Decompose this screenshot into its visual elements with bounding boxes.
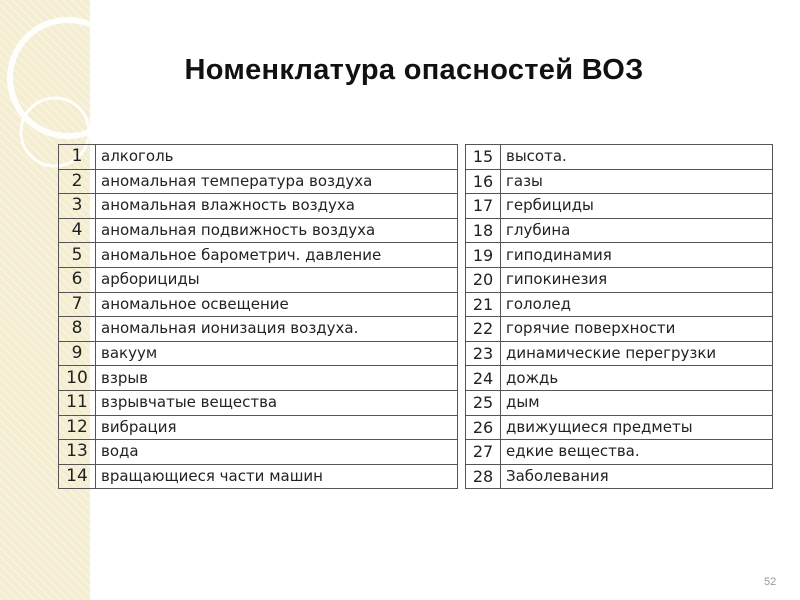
table-row [466,440,773,465]
table-row [466,218,773,243]
hazard-number: 27 [466,440,501,465]
hazard-name: газы [501,169,773,194]
table-row [59,169,458,194]
hazard-name: алкоголь [96,145,458,170]
hazard-name: глубина [501,218,773,243]
hazard-number: 25 [466,390,501,415]
hazard-name: Заболевания [501,464,773,489]
hazard-number: 10 [59,366,96,391]
hazard-number: 20 [466,267,501,292]
table-row [59,415,458,440]
table-row [59,390,458,415]
page-number: 52 [764,576,777,588]
hazard-number: 7 [59,292,96,317]
hazard-name: высота. [501,145,773,170]
table-row [59,218,458,243]
hazard-table-right-body [466,145,773,489]
table-row [59,440,458,465]
hazard-number: 26 [466,415,501,440]
table-row [466,243,773,268]
hazard-number: 21 [466,292,501,317]
hazard-name: движущиеся предметы [501,415,773,440]
hazard-number: 18 [466,218,501,243]
table-row [59,317,458,342]
hazard-table-left [58,144,458,489]
hazard-number: 6 [59,267,96,292]
slide-title: Номенклатура опасностей ВОЗ [184,54,644,86]
hazard-name: взрывчатые вещества [96,390,458,415]
table-row [59,464,458,489]
hazard-number: 13 [59,440,96,465]
hazard-number: 5 [59,243,96,268]
hazard-number: 16 [466,169,501,194]
hazard-name: вибрация [96,415,458,440]
table-row [59,194,458,219]
table-row [466,194,773,219]
hazard-name: аномальное освещение [96,292,458,317]
hazard-name: гиподинамия [501,243,773,268]
hazard-name: аномальная температура воздуха [96,169,458,194]
hazard-name: гололед [501,292,773,317]
table-row [466,390,773,415]
hazard-number: 11 [59,390,96,415]
hazard-name: аномальная влажность воздуха [96,194,458,219]
hazard-table-left-body [59,145,458,489]
hazard-name: аномальное барометрич. давление [96,243,458,268]
table-row [59,366,458,391]
hazard-table-right [465,144,773,489]
table-row [466,292,773,317]
table-row [466,415,773,440]
hazard-number: 28 [466,464,501,489]
table-row [466,169,773,194]
table-row [466,366,773,391]
table-row [466,317,773,342]
hazard-number: 23 [466,341,501,366]
hazard-number: 15 [466,145,501,170]
hazard-number: 22 [466,317,501,342]
hazard-number: 14 [59,464,96,489]
table-row [466,145,773,170]
hazard-number: 8 [59,317,96,342]
hazard-name: арборициды [96,267,458,292]
hazard-name: гербициды [501,194,773,219]
hazard-name: динамические перегрузки [501,341,773,366]
hazard-number: 1 [59,145,96,170]
hazard-number: 19 [466,243,501,268]
hazard-name: горячие поверхности [501,317,773,342]
hazard-number: 9 [59,341,96,366]
hazard-name: вращающиеся части машин [96,464,458,489]
hazard-name: вакуум [96,341,458,366]
hazard-name: вода [96,440,458,465]
table-row [59,243,458,268]
hazard-name: аномальная подвижность воздуха [96,218,458,243]
hazard-number: 24 [466,366,501,391]
hazard-number: 17 [466,194,501,219]
table-row [59,267,458,292]
hazard-number: 2 [59,169,96,194]
table-row [59,341,458,366]
hazard-name: дым [501,390,773,415]
hazard-number: 12 [59,415,96,440]
hazard-name: взрыв [96,366,458,391]
hazard-name: дождь [501,366,773,391]
hazard-name: едкие вещества. [501,440,773,465]
table-row [466,341,773,366]
table-row [466,267,773,292]
hazard-name: аномальная ионизация воздуха. [96,317,458,342]
table-row [59,292,458,317]
table-row [466,464,773,489]
hazard-number: 3 [59,194,96,219]
hazard-name: гипокинезия [501,267,773,292]
hazard-number: 4 [59,218,96,243]
table-row [59,145,458,170]
